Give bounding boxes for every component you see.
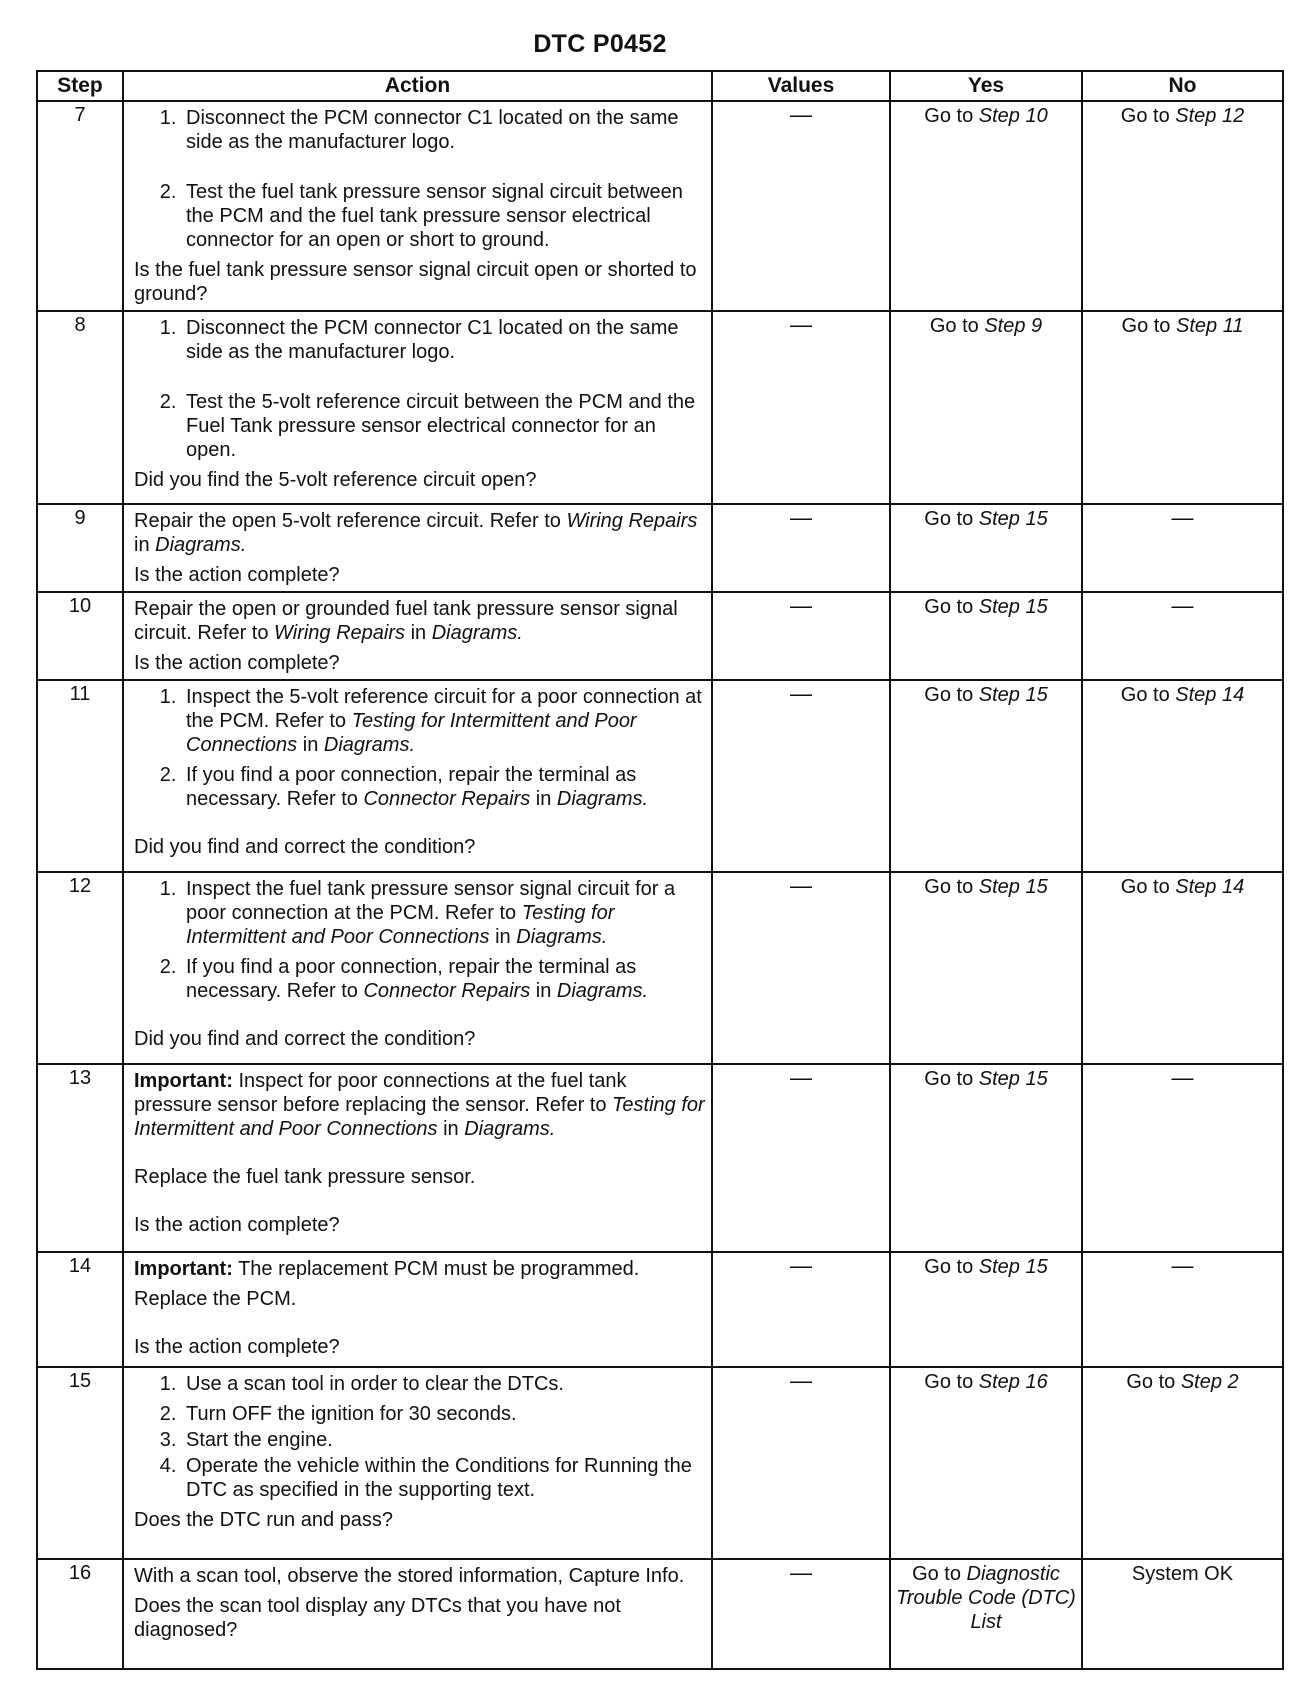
- no-cell: —: [1082, 592, 1283, 680]
- action-cell: [123, 504, 712, 592]
- important-label: Important:: [134, 1070, 233, 1093]
- step-number: 15: [37, 1367, 123, 1559]
- action-cell: [123, 1559, 712, 1669]
- step-link[interactable]: Diagnostic Trouble Code (DTC) List: [896, 1562, 1076, 1633]
- goto-text: Go to: [929, 315, 985, 338]
- reference-link[interactable]: Diagrams.: [323, 733, 416, 756]
- action-item: 1. Disconnect the PCM connector C1 located on the same side as the manufacturer logo.: [182, 106, 705, 154]
- table-row: [37, 680, 1283, 872]
- values-cell: —: [712, 872, 890, 1064]
- goto-text: Go to: [924, 105, 979, 127]
- yes-cell: [890, 1252, 1082, 1366]
- goto-text: Go to: [924, 683, 979, 706]
- reference-link[interactable]: Diagrams.: [155, 533, 247, 556]
- values-cell: —: [712, 311, 890, 503]
- page-title: DTC P0452: [533, 30, 667, 58]
- table-row: [37, 1559, 1283, 1669]
- yes-cell: [890, 101, 1082, 311]
- values-cell: —: [712, 101, 890, 311]
- step-link[interactable]: Step 14: [1175, 683, 1245, 706]
- table-row: [37, 311, 1283, 503]
- table-row: [37, 1252, 1283, 1366]
- values-cell: —: [712, 592, 890, 680]
- yes-cell: [890, 1367, 1082, 1559]
- no-cell: [1082, 1367, 1283, 1559]
- action-item: 4. Operate the vehicle within the Conditions for Running the DTC as specified in the supporting text.: [182, 1454, 705, 1502]
- table-row: [37, 1064, 1283, 1252]
- step-link[interactable]: Step 15: [978, 1256, 1048, 1279]
- action-question: Does the DTC run and pass?: [134, 1508, 394, 1531]
- action-cell: [123, 101, 712, 311]
- action-question: Is the action complete?: [134, 563, 340, 586]
- step-link[interactable]: Step 15: [978, 595, 1048, 618]
- table-row: [37, 1367, 1283, 1559]
- reference-link[interactable]: Wiring Repairs: [274, 621, 406, 644]
- reference-link[interactable]: Wiring Repairs: [566, 509, 698, 532]
- step-link[interactable]: Step 9: [984, 315, 1043, 338]
- goto-text: Go to: [924, 1256, 979, 1279]
- yes-column-header: Yes: [890, 71, 1082, 101]
- values-cell: —: [712, 680, 890, 872]
- action-question: Did you find and correct the condition?: [134, 835, 476, 858]
- step-link[interactable]: Step 11: [1176, 315, 1244, 338]
- no-cell: [1082, 101, 1283, 311]
- goto-text: Go to: [912, 1562, 967, 1585]
- reference-link[interactable]: Diagrams.: [431, 621, 523, 644]
- action-cell: [123, 872, 712, 1064]
- action-cell: [123, 680, 712, 872]
- no-cell: [1082, 872, 1283, 1064]
- table-header-row: [37, 71, 1283, 101]
- table-row: [37, 872, 1283, 1064]
- reference-link[interactable]: Connector Repairs: [363, 787, 531, 810]
- no-cell: System OK: [1082, 1559, 1283, 1669]
- step-number: 14: [37, 1252, 123, 1366]
- action-question: Did you find and correct the condition?: [134, 1027, 476, 1050]
- goto-text: Go to: [1120, 105, 1176, 127]
- yes-cell: [890, 504, 1082, 592]
- yes-cell: [890, 872, 1082, 1064]
- step-number: 13: [37, 1064, 123, 1252]
- action-question: Did you find the 5-volt reference circuit open?: [134, 469, 537, 492]
- goto-text: Go to: [1120, 875, 1176, 898]
- action-item: 3. Start the engine.: [182, 1428, 705, 1452]
- action-cell: [123, 1064, 712, 1252]
- values-cell: —: [712, 1559, 890, 1669]
- goto-text: Go to: [924, 1068, 979, 1091]
- goto-text: Go to: [924, 507, 979, 530]
- yes-cell: [890, 1064, 1082, 1252]
- values-cell: —: [712, 1367, 890, 1559]
- action-text: With a scan tool, observe the stored information, Capture Info.: [134, 1564, 685, 1587]
- action-cell: [123, 592, 712, 680]
- no-cell: [1082, 680, 1283, 872]
- reference-link[interactable]: Connector Repairs: [363, 979, 531, 1002]
- action-cell: [123, 1252, 712, 1366]
- action-item: 1. Inspect the 5-volt reference circuit for a poor connection at the PCM. Refer to Testing for Intermittent and Poor Connections in Diagrams.: [182, 685, 705, 757]
- diagnostic-table: [36, 70, 1284, 1670]
- step-link[interactable]: Step 2: [1180, 1370, 1239, 1393]
- important-label: Important:: [134, 1258, 233, 1281]
- step-link[interactable]: Step 12: [1175, 105, 1245, 127]
- goto-text: Go to: [1121, 315, 1176, 338]
- step-number: 8: [37, 311, 123, 503]
- action-item: 2. Test the 5-volt reference circuit between the PCM and the Fuel Tank pressure sensor electrical connector for an open.: [182, 390, 705, 462]
- action-question: Is the action complete?: [134, 1336, 340, 1359]
- action-text: Important: The replacement PCM must be programmed.: [134, 1258, 640, 1281]
- action-text: Replace the PCM.: [134, 1288, 297, 1311]
- step-number: 10: [37, 592, 123, 680]
- no-column-header: No: [1082, 71, 1283, 101]
- action-item: 1. Inspect the fuel tank pressure sensor signal circuit for a poor connection at the PCM. Refer to Testing for Intermittent and Poor Connections in Diagrams.: [182, 877, 705, 949]
- action-question: Is the action complete?: [134, 1214, 340, 1237]
- action-cell: [123, 311, 712, 503]
- step-number: 11: [37, 680, 123, 872]
- step-link[interactable]: Step 15: [978, 875, 1048, 898]
- action-text: Repair the open or grounded fuel tank pressure sensor signal circuit. Refer to Wiring Repairs in Diagrams.: [134, 597, 678, 644]
- step-number: 7: [37, 101, 123, 311]
- step-link[interactable]: Step 15: [978, 507, 1048, 530]
- values-cell: —: [712, 1064, 890, 1252]
- step-link[interactable]: Step 16: [978, 1370, 1048, 1393]
- yes-cell: [890, 1559, 1082, 1669]
- reference-link[interactable]: Testing for Intermittent and Poor Connections: [134, 1094, 705, 1141]
- action-column-header: Action: [123, 71, 712, 101]
- action-cell: [123, 1367, 712, 1559]
- yes-cell: [890, 592, 1082, 680]
- action-item: 2. Turn OFF the ignition for 30 seconds.: [182, 1402, 705, 1426]
- action-item: 2. If you find a poor connection, repair the terminal as necessary. Refer to Connector Repairs in Diagrams.: [182, 763, 705, 811]
- reference-link[interactable]: Diagrams.: [464, 1118, 556, 1141]
- action-text: Replace the fuel tank pressure sensor.: [134, 1166, 476, 1189]
- step-link[interactable]: Step 10: [978, 105, 1048, 127]
- step-link[interactable]: Step 15: [978, 683, 1048, 706]
- step-number: 16: [37, 1559, 123, 1669]
- step-number: 9: [37, 504, 123, 592]
- action-item: 1. Use a scan tool in order to clear the DTCs.: [182, 1372, 705, 1396]
- step-number: 12: [37, 872, 123, 1064]
- step-column-header: Step: [37, 71, 123, 101]
- table-row: [37, 592, 1283, 680]
- no-cell: —: [1082, 504, 1283, 592]
- reference-link[interactable]: Diagrams.: [556, 979, 649, 1002]
- table-row: [37, 504, 1283, 592]
- action-item: 2. Test the fuel tank pressure sensor signal circuit between the PCM and the fuel tank pressure sensor electrical connector for an open or short to ground.: [182, 180, 705, 252]
- table-row: [37, 101, 1283, 311]
- goto-text: Go to: [1126, 1370, 1181, 1393]
- values-cell: —: [712, 1252, 890, 1366]
- action-question: Is the fuel tank pressure sensor signal circuit open or shorted to ground?: [134, 259, 697, 305]
- action-question: Does the scan tool display any DTCs that you have not diagnosed?: [134, 1594, 621, 1641]
- action-question: Is the action complete?: [134, 651, 340, 674]
- values-column-header: Values: [712, 71, 890, 101]
- reference-link[interactable]: Diagrams.: [516, 925, 608, 948]
- reference-link[interactable]: Diagrams.: [556, 787, 649, 810]
- action-text: Repair the open 5-volt reference circuit. Refer to Wiring Repairs in Diagrams.: [134, 509, 698, 556]
- action-text: Important: Inspect for poor connections at the fuel tank pressure sensor before replacing the sensor. Refer to Testing for Intermittent and Poor Connections in Diagrams.: [134, 1070, 705, 1141]
- reference-link[interactable]: Testing for Intermittent and Poor Connections: [186, 709, 637, 756]
- goto-text: Go to: [1120, 683, 1176, 706]
- action-item: 1. Disconnect the PCM connector C1 located on the same side as the manufacturer logo.: [182, 316, 705, 364]
- action-item: 2. If you find a poor connection, repair the terminal as necessary. Refer to Connector Repairs in Diagrams.: [182, 955, 705, 1003]
- step-link[interactable]: Step 14: [1175, 875, 1245, 898]
- step-link[interactable]: Step 15: [978, 1068, 1048, 1091]
- yes-cell: [890, 311, 1082, 503]
- yes-cell: [890, 680, 1082, 872]
- values-cell: —: [712, 504, 890, 592]
- reference-link[interactable]: Testing for Intermittent and Poor Connections: [186, 901, 615, 948]
- no-cell: —: [1082, 1064, 1283, 1252]
- goto-text: Go to: [924, 1370, 979, 1393]
- no-cell: —: [1082, 1252, 1283, 1366]
- goto-text: Go to: [924, 875, 979, 898]
- no-cell: [1082, 311, 1283, 503]
- goto-text: Go to: [924, 595, 979, 618]
